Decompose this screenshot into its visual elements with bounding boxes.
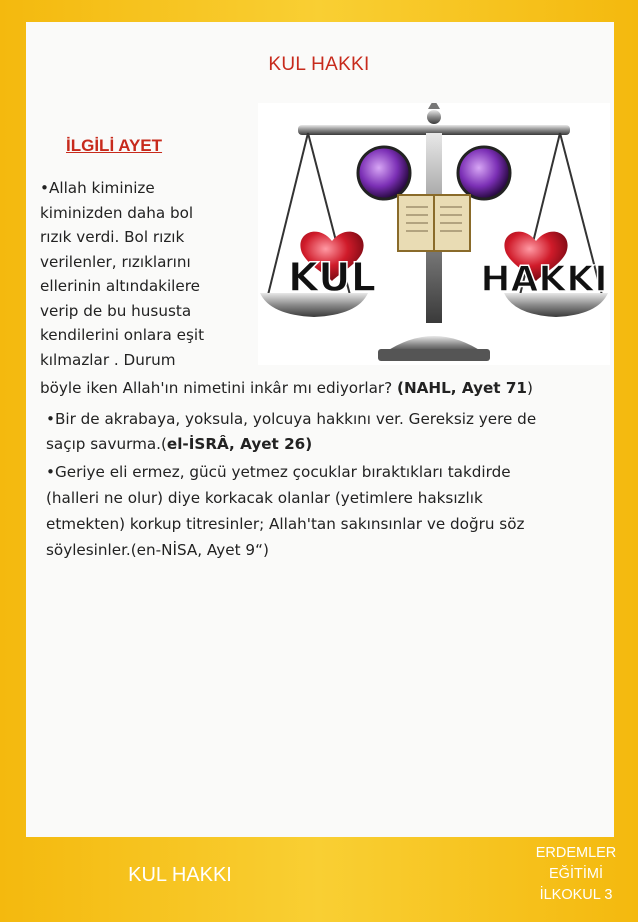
verse-1-line: verip de bu hususta bbox=[40, 301, 192, 320]
right-pan-text: HAKKI bbox=[480, 259, 608, 300]
left-pan-text: KUL bbox=[287, 255, 377, 301]
verse-1-line: •Allah kiminize bbox=[40, 179, 155, 197]
footer-school-line: EĞİTİMİ bbox=[549, 866, 603, 882]
verse-1-line: rızık verdi. Bol rızık bbox=[40, 228, 185, 246]
verse-2-line-1: •Bir de akrabaya, yoksula, yolcuya hakkını ver. Gereksiz yere de bbox=[46, 410, 537, 428]
verse-3-line: söylesinler.(en-NİSA, Ayet 9“) bbox=[46, 541, 269, 559]
verse-2-text: saçıp savurma.( bbox=[46, 434, 167, 453]
verse-3-line: etmekten) korkup titresinler; Allah'tan sakınsınlar ve doğru söz bbox=[46, 515, 525, 533]
verse-3-line: (halleri ne olur) diye korkacak olanlar (yetimlere haksızlık bbox=[46, 489, 483, 507]
page-title: KUL HAKKI bbox=[268, 54, 370, 75]
scale-illustration bbox=[258, 103, 610, 365]
verse-1-line: ellerinin altındakilere bbox=[40, 277, 200, 295]
footer-title: KUL HAKKI bbox=[128, 864, 232, 886]
footer-school bbox=[520, 843, 632, 906]
verse-1-line: kiminizden daha bol bbox=[40, 203, 194, 222]
right-medallion-icon bbox=[458, 147, 510, 199]
verse-2-reference: el-İSRÂ, Ayet 26) bbox=[166, 434, 313, 453]
verse-1-reference: (NAHL, Ayet 71 bbox=[397, 379, 527, 397]
section-subtitle: İLGİLİ AYET bbox=[66, 136, 163, 155]
verse-3-line: •Geriye eli ermez, gücü yetmez çocuklar bıraktıkları takdirde bbox=[46, 463, 511, 481]
verse-1-block bbox=[40, 176, 250, 372]
verse-1-tail-text: böyle iken Allah'ın nimetini inkâr mı ediyorlar? bbox=[40, 379, 398, 397]
verse-1-line: kılmazlar . Durum bbox=[40, 350, 176, 369]
verse-1-line: verilenler, rızıklarını bbox=[40, 252, 191, 271]
verse-2-line-2 bbox=[46, 432, 616, 457]
left-medallion-icon bbox=[358, 147, 410, 199]
footer-school-line: İLKOKUL 3 bbox=[539, 887, 613, 903]
footer-school-line: ERDEMLER bbox=[535, 845, 617, 861]
verse-1-tail bbox=[40, 376, 610, 401]
verse-1-line: kendilerini onlara eşit bbox=[40, 326, 205, 344]
verse-1-tail-end: ) bbox=[526, 379, 533, 397]
